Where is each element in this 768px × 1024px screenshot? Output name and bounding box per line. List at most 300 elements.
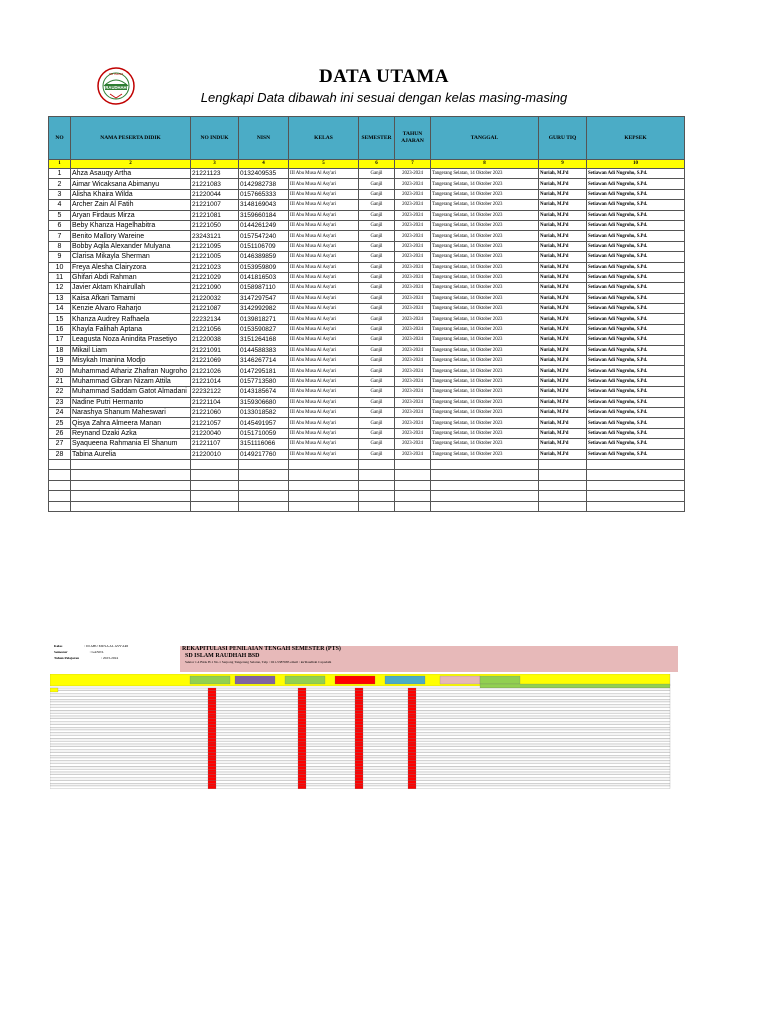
empty-cell[interactable] — [49, 459, 71, 469]
student-kelas[interactable]: III Abu Musa Al Asy'ari — [289, 241, 359, 251]
student-guru[interactable]: Nuriah, M.Pd — [539, 262, 587, 272]
student-nisn[interactable]: 3146267714 — [239, 356, 289, 366]
student-name[interactable]: Muhammad Athariz Zhafran Nugroho — [71, 366, 191, 376]
student-kepsek[interactable]: Setiawan Adi Nugroho, S.Pd. — [587, 231, 685, 241]
student-nisn[interactable]: 3151264168 — [239, 335, 289, 345]
empty-cell[interactable] — [359, 480, 395, 490]
student-tanggal[interactable]: Tangerang Selatan, 14 Oktober 2023 — [431, 449, 539, 459]
empty-cell[interactable] — [239, 491, 289, 501]
student-tahun[interactable]: 2023-2024 — [395, 439, 431, 449]
student-tahun[interactable]: 2023-2024 — [395, 304, 431, 314]
student-name[interactable]: Muhammad Gibran Nizam Attila — [71, 376, 191, 386]
student-name[interactable]: Aryan Firdaus Mirza — [71, 210, 191, 220]
student-induk[interactable]: 21220044 — [191, 189, 239, 199]
no[interactable]: 22 — [49, 387, 71, 397]
student-tanggal[interactable]: Tangerang Selatan, 14 Oktober 2023 — [431, 262, 539, 272]
student-nisn[interactable]: 0141816503 — [239, 272, 289, 282]
no[interactable]: 8 — [49, 241, 71, 251]
student-nisn[interactable]: 0146389859 — [239, 252, 289, 262]
empty-cell[interactable] — [431, 480, 539, 490]
empty-cell[interactable] — [71, 470, 191, 480]
no[interactable]: 13 — [49, 293, 71, 303]
student-name[interactable]: Aimar Wicaksana Abimanyu — [71, 179, 191, 189]
student-guru[interactable]: Nuriah, M.Pd — [539, 189, 587, 199]
empty-cell[interactable] — [395, 480, 431, 490]
empty-cell[interactable] — [49, 491, 71, 501]
empty-cell[interactable] — [431, 459, 539, 469]
student-kepsek[interactable]: Setiawan Adi Nugroho, S.Pd. — [587, 428, 685, 438]
student-nisn[interactable]: 0142982738 — [239, 179, 289, 189]
student-name[interactable]: Muhammad Saddam Gatot Almadani — [71, 387, 191, 397]
empty-cell[interactable] — [191, 459, 239, 469]
student-name[interactable]: Khanza Audrey Rafhaela — [71, 314, 191, 324]
student-name[interactable]: Misykah Imanina Modjo — [71, 356, 191, 366]
student-kepsek[interactable]: Setiawan Adi Nugroho, S.Pd. — [587, 293, 685, 303]
student-nisn[interactable]: 0133018582 — [239, 407, 289, 417]
student-tanggal[interactable]: Tangerang Selatan, 14 Oktober 2023 — [431, 189, 539, 199]
empty-cell[interactable] — [71, 459, 191, 469]
student-tanggal[interactable]: Tangerang Selatan, 14 Oktober 2023 — [431, 335, 539, 345]
student-name[interactable]: Benito Mallory Wareine — [71, 231, 191, 241]
student-nisn[interactable]: 0157713580 — [239, 376, 289, 386]
student-guru[interactable]: Nuriah, M.Pd — [539, 252, 587, 262]
student-nisn[interactable]: 0149217760 — [239, 449, 289, 459]
student-kelas[interactable]: III Abu Musa Al Asy'ari — [289, 449, 359, 459]
student-semester[interactable]: Ganjil — [359, 439, 395, 449]
student-induk[interactable]: 21221123 — [191, 169, 239, 179]
student-kelas[interactable]: III Abu Musa Al Asy'ari — [289, 376, 359, 386]
student-tanggal[interactable]: Tangerang Selatan, 14 Oktober 2023 — [431, 179, 539, 189]
student-name[interactable]: Ahza Asauqy Artha — [71, 169, 191, 179]
no[interactable]: 28 — [49, 449, 71, 459]
student-semester[interactable]: Ganjil — [359, 283, 395, 293]
student-tahun[interactable]: 2023-2024 — [395, 262, 431, 272]
student-tanggal[interactable]: Tangerang Selatan, 14 Oktober 2023 — [431, 356, 539, 366]
student-tahun[interactable]: 2023-2024 — [395, 418, 431, 428]
student-induk[interactable]: 21221029 — [191, 272, 239, 282]
student-tanggal[interactable]: Tangerang Selatan, 14 Oktober 2023 — [431, 428, 539, 438]
student-guru[interactable]: Nuriah, M.Pd — [539, 231, 587, 241]
student-kelas[interactable]: III Abu Musa Al Asy'ari — [289, 220, 359, 230]
student-nisn[interactable]: 0145491957 — [239, 418, 289, 428]
student-semester[interactable]: Ganjil — [359, 428, 395, 438]
student-induk[interactable]: 21221023 — [191, 262, 239, 272]
student-kepsek[interactable]: Setiawan Adi Nugroho, S.Pd. — [587, 449, 685, 459]
student-induk[interactable]: 22232134 — [191, 314, 239, 324]
student-tahun[interactable]: 2023-2024 — [395, 397, 431, 407]
no[interactable]: 11 — [49, 272, 71, 282]
empty-cell[interactable] — [359, 501, 395, 511]
student-name[interactable]: Tabina Aurelia — [71, 449, 191, 459]
student-nisn[interactable]: 0144588383 — [239, 345, 289, 355]
student-tanggal[interactable]: Tangerang Selatan, 14 Oktober 2023 — [431, 241, 539, 251]
empty-cell[interactable] — [71, 491, 191, 501]
student-name[interactable]: Kaisa Afkari Tamami — [71, 293, 191, 303]
student-kelas[interactable]: III Abu Musa Al Asy'ari — [289, 407, 359, 417]
student-kepsek[interactable]: Setiawan Adi Nugroho, S.Pd. — [587, 387, 685, 397]
student-kelas[interactable]: III Abu Musa Al Asy'ari — [289, 366, 359, 376]
empty-cell[interactable] — [539, 501, 587, 511]
empty-cell[interactable] — [587, 480, 685, 490]
student-guru[interactable]: Nuriah, M.Pd — [539, 169, 587, 179]
no[interactable]: 10 — [49, 262, 71, 272]
student-kelas[interactable]: III Abu Musa Al Asy'ari — [289, 345, 359, 355]
student-semester[interactable]: Ganjil — [359, 272, 395, 282]
student-guru[interactable]: Nuriah, M.Pd — [539, 397, 587, 407]
student-kelas[interactable]: III Abu Musa Al Asy'ari — [289, 428, 359, 438]
no[interactable]: 23 — [49, 397, 71, 407]
student-tahun[interactable]: 2023-2024 — [395, 335, 431, 345]
student-nisn[interactable]: 0153959809 — [239, 262, 289, 272]
student-nisn[interactable]: 0132409535 — [239, 169, 289, 179]
student-tahun[interactable]: 2023-2024 — [395, 356, 431, 366]
student-guru[interactable]: Nuriah, M.Pd — [539, 293, 587, 303]
student-kepsek[interactable]: Setiawan Adi Nugroho, S.Pd. — [587, 179, 685, 189]
empty-cell[interactable] — [49, 470, 71, 480]
no[interactable]: 19 — [49, 356, 71, 366]
student-semester[interactable]: Ganjil — [359, 397, 395, 407]
no[interactable]: 25 — [49, 418, 71, 428]
empty-cell[interactable] — [289, 470, 359, 480]
student-induk[interactable]: 22232122 — [191, 387, 239, 397]
student-induk[interactable]: 23243121 — [191, 231, 239, 241]
student-tanggal[interactable]: Tangerang Selatan, 14 Oktober 2023 — [431, 304, 539, 314]
student-semester[interactable]: Ganjil — [359, 189, 395, 199]
student-kelas[interactable]: III Abu Musa Al Asy'ari — [289, 304, 359, 314]
student-tahun[interactable]: 2023-2024 — [395, 210, 431, 220]
student-tahun[interactable]: 2023-2024 — [395, 231, 431, 241]
student-semester[interactable]: Ganjil — [359, 376, 395, 386]
student-guru[interactable]: Nuriah, M.Pd — [539, 376, 587, 386]
student-tahun[interactable]: 2023-2024 — [395, 428, 431, 438]
no[interactable]: 9 — [49, 252, 71, 262]
student-name[interactable]: Qisya Zahra Almeera Manan — [71, 418, 191, 428]
student-name[interactable]: Narashya Shanum Maheswari — [71, 407, 191, 417]
student-name[interactable]: Leagusta Noza Anindita Prasetiyo — [71, 335, 191, 345]
student-kepsek[interactable]: Setiawan Adi Nugroho, S.Pd. — [587, 220, 685, 230]
student-tahun[interactable]: 2023-2024 — [395, 407, 431, 417]
student-kelas[interactable]: III Abu Musa Al Asy'ari — [289, 356, 359, 366]
student-guru[interactable]: Nuriah, M.Pd — [539, 241, 587, 251]
student-kepsek[interactable]: Setiawan Adi Nugroho, S.Pd. — [587, 252, 685, 262]
student-kelas[interactable]: III Abu Musa Al Asy'ari — [289, 200, 359, 210]
student-semester[interactable]: Ganjil — [359, 293, 395, 303]
empty-cell[interactable] — [539, 491, 587, 501]
student-name[interactable]: Javier Aktam Khairullah — [71, 283, 191, 293]
student-tanggal[interactable]: Tangerang Selatan, 14 Oktober 2023 — [431, 366, 539, 376]
student-name[interactable]: Ghifari Abdi Rahman — [71, 272, 191, 282]
student-kepsek[interactable]: Setiawan Adi Nugroho, S.Pd. — [587, 210, 685, 220]
student-name[interactable]: Alisha Khaira Wilda — [71, 189, 191, 199]
student-tahun[interactable]: 2023-2024 — [395, 272, 431, 282]
student-tanggal[interactable]: Tangerang Selatan, 14 Oktober 2023 — [431, 200, 539, 210]
student-tanggal[interactable]: Tangerang Selatan, 14 Oktober 2023 — [431, 220, 539, 230]
empty-cell[interactable] — [191, 480, 239, 490]
empty-cell[interactable] — [71, 480, 191, 490]
student-tanggal[interactable]: Tangerang Selatan, 14 Oktober 2023 — [431, 387, 539, 397]
student-nisn[interactable]: 0139818271 — [239, 314, 289, 324]
student-tanggal[interactable]: Tangerang Selatan, 14 Oktober 2023 — [431, 169, 539, 179]
empty-cell[interactable] — [359, 491, 395, 501]
student-induk[interactable]: 21221095 — [191, 241, 239, 251]
student-tahun[interactable]: 2023-2024 — [395, 252, 431, 262]
student-kelas[interactable]: III Abu Musa Al Asy'ari — [289, 418, 359, 428]
student-tanggal[interactable]: Tangerang Selatan, 14 Oktober 2023 — [431, 345, 539, 355]
empty-cell[interactable] — [395, 491, 431, 501]
student-induk[interactable]: 21221090 — [191, 283, 239, 293]
student-semester[interactable]: Ganjil — [359, 356, 395, 366]
student-guru[interactable]: Nuriah, M.Pd — [539, 200, 587, 210]
student-semester[interactable]: Ganjil — [359, 345, 395, 355]
student-kepsek[interactable]: Setiawan Adi Nugroho, S.Pd. — [587, 314, 685, 324]
student-kelas[interactable]: III Abu Musa Al Asy'ari — [289, 324, 359, 334]
student-nisn[interactable]: 3159306680 — [239, 397, 289, 407]
no[interactable]: 16 — [49, 324, 71, 334]
student-induk[interactable]: 21221007 — [191, 200, 239, 210]
student-kelas[interactable]: III Abu Musa Al Asy'ari — [289, 439, 359, 449]
student-semester[interactable]: Ganjil — [359, 200, 395, 210]
student-guru[interactable]: Nuriah, M.Pd — [539, 304, 587, 314]
student-induk[interactable]: 21221087 — [191, 304, 239, 314]
empty-cell[interactable] — [587, 501, 685, 511]
empty-cell[interactable] — [395, 470, 431, 480]
student-nisn[interactable]: 0158987110 — [239, 283, 289, 293]
student-tanggal[interactable]: Tangerang Selatan, 14 Oktober 2023 — [431, 439, 539, 449]
empty-cell[interactable] — [191, 491, 239, 501]
student-nisn[interactable]: 3159660184 — [239, 210, 289, 220]
student-nisn[interactable]: 0147295181 — [239, 366, 289, 376]
student-nisn[interactable]: 0151710059 — [239, 428, 289, 438]
empty-cell[interactable] — [587, 470, 685, 480]
empty-cell[interactable] — [359, 470, 395, 480]
student-kelas[interactable]: III Abu Musa Al Asy'ari — [289, 335, 359, 345]
student-kelas[interactable]: III Abu Musa Al Asy'ari — [289, 387, 359, 397]
student-nisn[interactable]: 0144261249 — [239, 220, 289, 230]
empty-cell[interactable] — [191, 501, 239, 511]
student-nisn[interactable]: 3148169043 — [239, 200, 289, 210]
student-kepsek[interactable]: Setiawan Adi Nugroho, S.Pd. — [587, 439, 685, 449]
student-guru[interactable]: Nuriah, M.Pd — [539, 387, 587, 397]
student-kepsek[interactable]: Setiawan Adi Nugroho, S.Pd. — [587, 189, 685, 199]
student-tanggal[interactable]: Tangerang Selatan, 14 Oktober 2023 — [431, 231, 539, 241]
student-name[interactable]: Nadine Putri Hermanto — [71, 397, 191, 407]
student-semester[interactable]: Ganjil — [359, 241, 395, 251]
student-kelas[interactable]: III Abu Musa Al Asy'ari — [289, 189, 359, 199]
empty-cell[interactable] — [191, 470, 239, 480]
student-tahun[interactable]: 2023-2024 — [395, 324, 431, 334]
student-kepsek[interactable]: Setiawan Adi Nugroho, S.Pd. — [587, 356, 685, 366]
empty-cell[interactable] — [289, 491, 359, 501]
student-tanggal[interactable]: Tangerang Selatan, 14 Oktober 2023 — [431, 376, 539, 386]
student-kelas[interactable]: III Abu Musa Al Asy'ari — [289, 231, 359, 241]
student-tahun[interactable]: 2023-2024 — [395, 449, 431, 459]
student-tahun[interactable]: 2023-2024 — [395, 376, 431, 386]
empty-cell[interactable] — [239, 480, 289, 490]
student-tahun[interactable]: 2023-2024 — [395, 283, 431, 293]
student-tahun[interactable]: 2023-2024 — [395, 366, 431, 376]
empty-cell[interactable] — [431, 470, 539, 480]
student-kepsek[interactable]: Setiawan Adi Nugroho, S.Pd. — [587, 335, 685, 345]
student-nisn[interactable]: 3147297547 — [239, 293, 289, 303]
student-kelas[interactable]: III Abu Musa Al Asy'ari — [289, 252, 359, 262]
empty-cell[interactable] — [539, 480, 587, 490]
student-kepsek[interactable]: Setiawan Adi Nugroho, S.Pd. — [587, 345, 685, 355]
student-semester[interactable]: Ganjil — [359, 449, 395, 459]
student-tanggal[interactable]: Tangerang Selatan, 14 Oktober 2023 — [431, 397, 539, 407]
student-nisn[interactable]: 0151106709 — [239, 241, 289, 251]
student-induk[interactable]: 21221107 — [191, 439, 239, 449]
student-tahun[interactable]: 2023-2024 — [395, 200, 431, 210]
student-tahun[interactable]: 2023-2024 — [395, 169, 431, 179]
student-kelas[interactable]: III Abu Musa Al Asy'ari — [289, 397, 359, 407]
student-semester[interactable]: Ganjil — [359, 314, 395, 324]
student-tanggal[interactable]: Tangerang Selatan, 14 Oktober 2023 — [431, 283, 539, 293]
student-kelas[interactable]: III Abu Musa Al Asy'ari — [289, 262, 359, 272]
student-name[interactable]: Syaqueena Rahmania El Shanum — [71, 439, 191, 449]
student-semester[interactable]: Ganjil — [359, 252, 395, 262]
empty-cell[interactable] — [289, 480, 359, 490]
student-guru[interactable]: Nuriah, M.Pd — [539, 439, 587, 449]
student-induk[interactable]: 21221026 — [191, 366, 239, 376]
student-guru[interactable]: Nuriah, M.Pd — [539, 418, 587, 428]
empty-cell[interactable] — [289, 501, 359, 511]
no[interactable]: 21 — [49, 376, 71, 386]
student-guru[interactable]: Nuriah, M.Pd — [539, 220, 587, 230]
student-induk[interactable]: 21221083 — [191, 179, 239, 189]
no[interactable]: 1 — [49, 169, 71, 179]
student-kepsek[interactable]: Setiawan Adi Nugroho, S.Pd. — [587, 262, 685, 272]
student-guru[interactable]: Nuriah, M.Pd — [539, 428, 587, 438]
student-tahun[interactable]: 2023-2024 — [395, 345, 431, 355]
no[interactable]: 5 — [49, 210, 71, 220]
no[interactable]: 14 — [49, 304, 71, 314]
student-guru[interactable]: Nuriah, M.Pd — [539, 283, 587, 293]
no[interactable]: 4 — [49, 200, 71, 210]
student-semester[interactable]: Ganjil — [359, 366, 395, 376]
student-semester[interactable]: Ganjil — [359, 262, 395, 272]
empty-cell[interactable] — [71, 501, 191, 511]
empty-cell[interactable] — [395, 501, 431, 511]
student-kelas[interactable]: III Abu Musa Al Asy'ari — [289, 210, 359, 220]
student-semester[interactable]: Ganjil — [359, 231, 395, 241]
student-kepsek[interactable]: Setiawan Adi Nugroho, S.Pd. — [587, 407, 685, 417]
student-tahun[interactable]: 2023-2024 — [395, 387, 431, 397]
empty-cell[interactable] — [431, 501, 539, 511]
student-tahun[interactable]: 2023-2024 — [395, 179, 431, 189]
student-kepsek[interactable]: Setiawan Adi Nugroho, S.Pd. — [587, 324, 685, 334]
student-tanggal[interactable]: Tangerang Selatan, 14 Oktober 2023 — [431, 252, 539, 262]
empty-cell[interactable] — [587, 459, 685, 469]
empty-cell[interactable] — [49, 501, 71, 511]
empty-cell[interactable] — [49, 480, 71, 490]
student-name[interactable]: Mikail Liam — [71, 345, 191, 355]
student-kelas[interactable]: III Abu Musa Al Asy'ari — [289, 293, 359, 303]
student-guru[interactable]: Nuriah, M.Pd — [539, 335, 587, 345]
student-name[interactable]: Freya Alesha Clairyzora — [71, 262, 191, 272]
student-kepsek[interactable]: Setiawan Adi Nugroho, S.Pd. — [587, 366, 685, 376]
student-guru[interactable]: Nuriah, M.Pd — [539, 324, 587, 334]
no[interactable]: 27 — [49, 439, 71, 449]
student-nisn[interactable]: 0157665333 — [239, 189, 289, 199]
no[interactable]: 24 — [49, 407, 71, 417]
student-semester[interactable]: Ganjil — [359, 407, 395, 417]
student-induk[interactable]: 21221060 — [191, 407, 239, 417]
student-tanggal[interactable]: Tangerang Selatan, 14 Oktober 2023 — [431, 314, 539, 324]
student-nisn[interactable]: 0153590827 — [239, 324, 289, 334]
student-semester[interactable]: Ganjil — [359, 210, 395, 220]
student-kelas[interactable]: III Abu Musa Al Asy'ari — [289, 179, 359, 189]
student-kelas[interactable]: III Abu Musa Al Asy'ari — [289, 272, 359, 282]
student-kepsek[interactable]: Setiawan Adi Nugroho, S.Pd. — [587, 376, 685, 386]
student-tanggal[interactable]: Tangerang Selatan, 14 Oktober 2023 — [431, 418, 539, 428]
student-induk[interactable]: 21221014 — [191, 376, 239, 386]
student-tahun[interactable]: 2023-2024 — [395, 314, 431, 324]
empty-cell[interactable] — [359, 459, 395, 469]
student-induk[interactable]: 21220032 — [191, 293, 239, 303]
student-guru[interactable]: Nuriah, M.Pd — [539, 449, 587, 459]
student-induk[interactable]: 21221057 — [191, 418, 239, 428]
empty-cell[interactable] — [539, 470, 587, 480]
student-guru[interactable]: Nuriah, M.Pd — [539, 272, 587, 282]
student-kepsek[interactable]: Setiawan Adi Nugroho, S.Pd. — [587, 418, 685, 428]
student-nisn[interactable]: 3151116066 — [239, 439, 289, 449]
student-tahun[interactable]: 2023-2024 — [395, 189, 431, 199]
empty-cell[interactable] — [289, 459, 359, 469]
student-name[interactable]: Reynand Dzaki Azka — [71, 428, 191, 438]
student-semester[interactable]: Ganjil — [359, 169, 395, 179]
student-induk[interactable]: 21221005 — [191, 252, 239, 262]
no[interactable]: 15 — [49, 314, 71, 324]
student-induk[interactable]: 21221091 — [191, 345, 239, 355]
student-kepsek[interactable]: Setiawan Adi Nugroho, S.Pd. — [587, 397, 685, 407]
student-induk[interactable]: 21221056 — [191, 324, 239, 334]
student-tahun[interactable]: 2023-2024 — [395, 241, 431, 251]
student-induk[interactable]: 21220040 — [191, 428, 239, 438]
student-guru[interactable]: Nuriah, M.Pd — [539, 314, 587, 324]
empty-cell[interactable] — [539, 459, 587, 469]
student-semester[interactable]: Ganjil — [359, 220, 395, 230]
no[interactable]: 17 — [49, 335, 71, 345]
no[interactable]: 6 — [49, 220, 71, 230]
student-tanggal[interactable]: Tangerang Selatan, 14 Oktober 2023 — [431, 293, 539, 303]
student-name[interactable]: Kenzie Alvaro Raharjo — [71, 304, 191, 314]
no[interactable]: 12 — [49, 283, 71, 293]
student-guru[interactable]: Nuriah, M.Pd — [539, 210, 587, 220]
student-semester[interactable]: Ganjil — [359, 418, 395, 428]
student-induk[interactable]: 21220038 — [191, 335, 239, 345]
student-name[interactable]: Khayla Falihah Aptana — [71, 324, 191, 334]
student-kepsek[interactable]: Setiawan Adi Nugroho, S.Pd. — [587, 169, 685, 179]
student-semester[interactable]: Ganjil — [359, 304, 395, 314]
student-name[interactable]: Clarisa Mikayla Sherman — [71, 252, 191, 262]
student-kepsek[interactable]: Setiawan Adi Nugroho, S.Pd. — [587, 283, 685, 293]
student-guru[interactable]: Nuriah, M.Pd — [539, 366, 587, 376]
student-kepsek[interactable]: Setiawan Adi Nugroho, S.Pd. — [587, 304, 685, 314]
student-guru[interactable]: Nuriah, M.Pd — [539, 356, 587, 366]
student-induk[interactable]: 21221069 — [191, 356, 239, 366]
student-nisn[interactable]: 3142992982 — [239, 304, 289, 314]
student-guru[interactable]: Nuriah, M.Pd — [539, 407, 587, 417]
student-guru[interactable]: Nuriah, M.Pd — [539, 179, 587, 189]
student-tanggal[interactable]: Tangerang Selatan, 14 Oktober 2023 — [431, 324, 539, 334]
empty-cell[interactable] — [395, 459, 431, 469]
no[interactable]: 20 — [49, 366, 71, 376]
empty-cell[interactable] — [587, 491, 685, 501]
student-semester[interactable]: Ganjil — [359, 335, 395, 345]
student-nisn[interactable]: 0157547240 — [239, 231, 289, 241]
student-name[interactable]: Bobby Aqila Alexander Mulyana — [71, 241, 191, 251]
no[interactable]: 18 — [49, 345, 71, 355]
